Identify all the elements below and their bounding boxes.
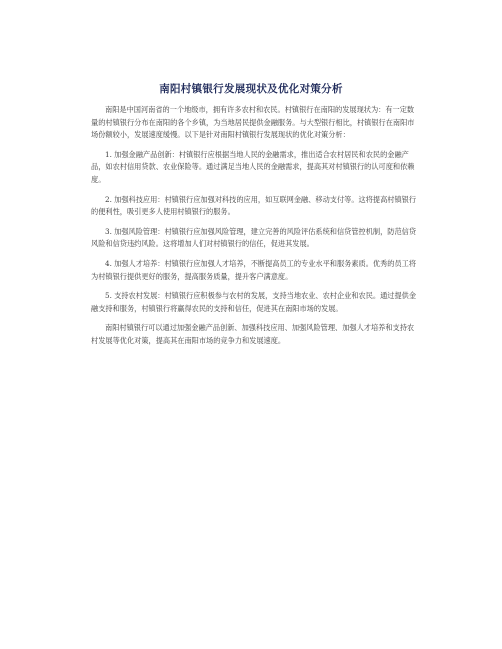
document-title: 南阳村镇银行发展现状及优化对策分析 xyxy=(159,83,343,95)
list-item-5: 5. 支持农村发展：村镇银行应积极参与农村的发展，支持当地农业、农村企业和农民。通过提供金融支持和服务，村镇银行将赢得农民的支持和信任，促进其在南阳市场的发展。 xyxy=(91,291,417,313)
list-item-2: 2. 加强科技应用：村镇银行应加强对科技的应用，如互联网金融、移动支付等。这将提高村镇银行的便利性，吸引更多人使用村镇银行的服务。 xyxy=(91,194,417,217)
document-body xyxy=(91,104,421,355)
list-item-1: 1. 加强金融产品创新：村镇银行应根据当地人民的金融需求，推出适合农村居民和农民的金融产品，如农村信用贷款、农业保险等。通过满足当地人民的金融需求，提高其对村镇银行的认可度和依赖度。 xyxy=(91,149,415,184)
intro-paragraph: 南阳是中国河南省的一个地级市，拥有许多农村和农民。村镇银行在南阳的发展现状为：有一定数量的村镇银行分布在南阳的各个乡镇，为当地居民提供金融服务。与大型银行相比，村镇银行在南阳市场份额较小，发展速度缓慢。以下是针对南阳村镇银行发展现状的优化对策分析： xyxy=(91,105,415,140)
list-item-3: 3. 加强风险管理：村镇银行应加强风险管理，建立完善的风险评估系统和信贷管控机制，防范信贷风险和信贷违约风险。这将增加人们对村镇银行的信任，促进其发展。 xyxy=(91,226,417,249)
list-item-4: 4. 加强人才培养：村镇银行应加强人才培养，不断提高员工的专业水平和服务素质。优秀的员工将为村镇银行提供更好的服务，提高服务质量，提升客户满意度。 xyxy=(91,258,417,281)
conclusion-paragraph: 南阳村镇银行可以通过加强金融产品创新、加强科技应用、加强风险管理、加强人才培养和支持农村发展等优化对策，提高其在南阳市场的竞争力和发展速度。 xyxy=(91,323,415,345)
